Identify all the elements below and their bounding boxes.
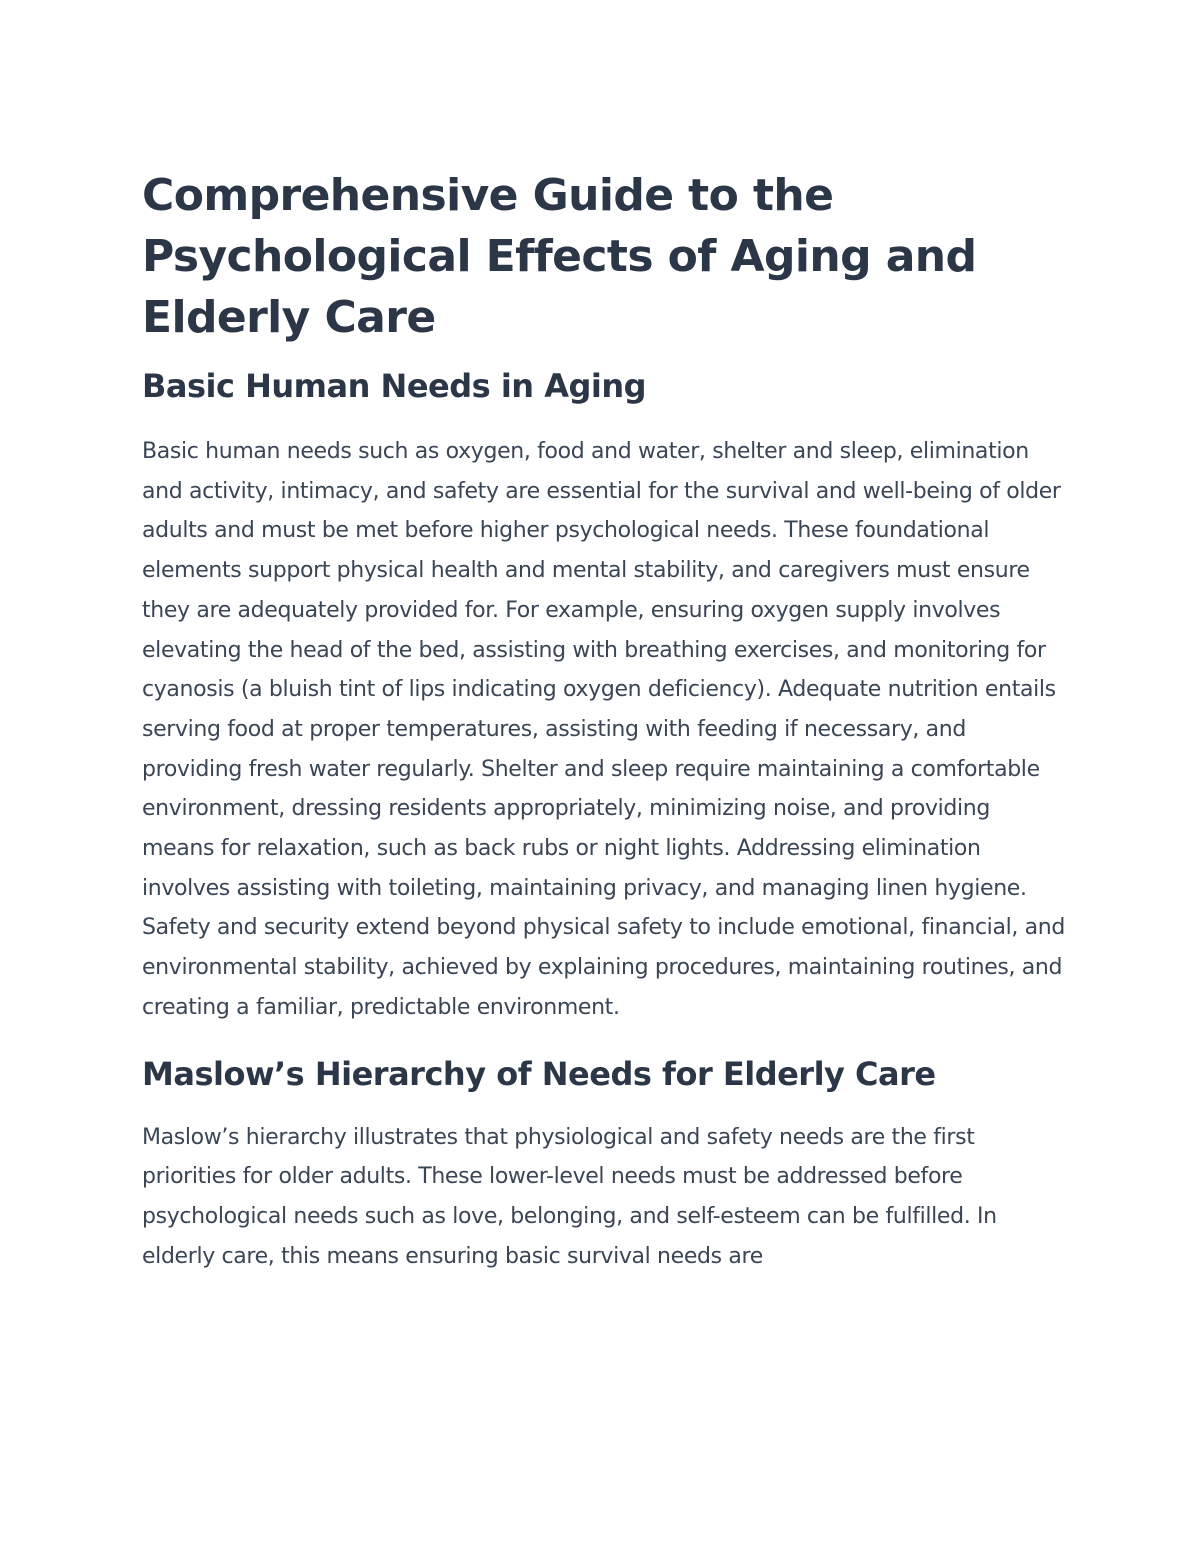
section-paragraph: Basic human needs such as oxygen, food and water, shelter and sleep, elimination and activity, intimacy, and safety are essential for the survival and well-being of older adults and must be met before higher psychological needs. These foundational elements support physical health and mental stability, and caregivers must ensure they are adequately provided for. For example, ensuring oxygen supply involves elevating the head of the bed, assisting with breathing exercises, and monitoring for cyanosis (a bluish tint of lips indicating oxygen deficiency). Adequate nutrition entails serving food at proper temperatures, assisting with feeding if necessary, and providing fresh water regularly. Shelter and sleep require maintaining a comfortable environment, dressing residents appropriately, minimizing noise, and providing means for relaxation, such as back rubs or night lights. Addressing elimination involves assisting with toileting, maintaining privacy, and managing linen hygiene. Safety and security extend beyond physical safety to include emotional, financial, and environmental stability, achieved by explaining procedures, maintaining routines, and creating a familiar, predictable environment.	[142, 439, 1065, 1020]
section-paragraph: Maslow’s hierarchy illustrates that physiological and safety needs are the first priorities for older adults. These lower-level needs must be addressed before psychological needs such as love, belonging, and self-esteem can be fulfilled. In elderly care, this means ensuring basic survival needs are	[142, 1124, 997, 1269]
document-title: Comprehensive Guide to the Psychological Effects of Aging and Elderly Care	[142, 170, 977, 343]
section-maslows-hierarchy	[142, 1052, 1067, 1277]
document-page	[142, 165, 1067, 1276]
section-heading: Maslow’s Hierarchy of Needs for Elderly Care	[142, 1054, 936, 1093]
section-heading: Basic Human Needs in Aging	[142, 367, 647, 405]
section-basic-human-needs	[142, 364, 1067, 1028]
